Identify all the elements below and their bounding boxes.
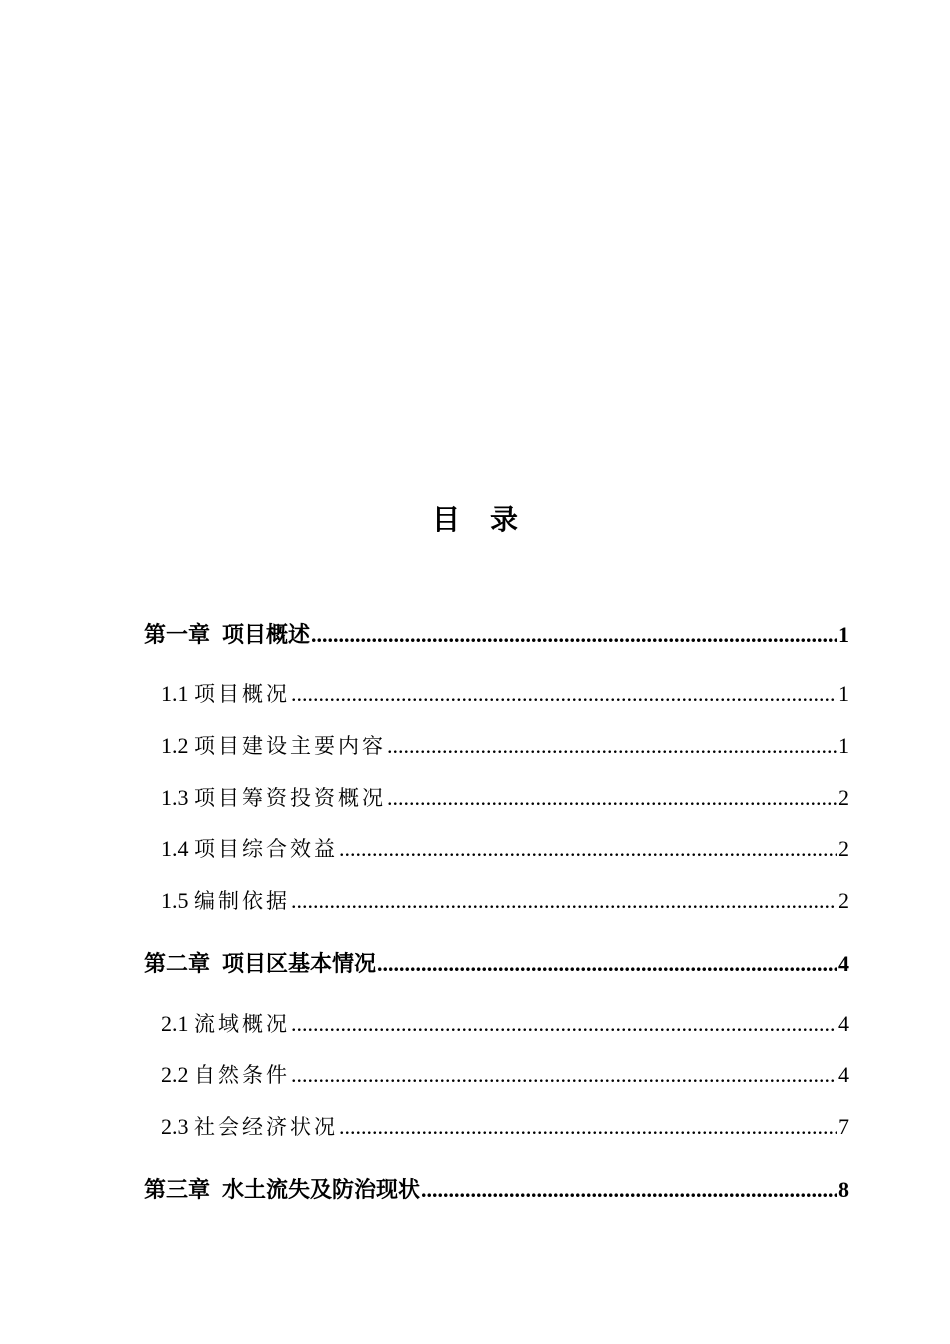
chapter-title: 项目区基本情况 <box>222 952 377 977</box>
section-number: 1.3 <box>161 785 189 810</box>
page-number: 1 <box>838 733 849 758</box>
toc-section-1-5[interactable] <box>161 885 849 915</box>
page-number: 4 <box>838 951 849 976</box>
toc-title-right: 录 <box>490 503 519 536</box>
dot-leader <box>387 733 837 759</box>
section-title: 项目建设主要内容 <box>194 734 386 758</box>
toc-section-1-1[interactable] <box>161 678 849 708</box>
section-title: 流域概况 <box>194 1012 290 1036</box>
section-number: 2.2 <box>161 1062 189 1087</box>
toc-section-2-1[interactable] <box>161 1008 849 1038</box>
toc-section-2-2[interactable] <box>161 1059 849 1089</box>
toc-section-1-2[interactable] <box>161 730 849 760</box>
dot-leader <box>311 622 837 648</box>
section-title: 项目综合效益 <box>194 837 338 861</box>
page-number: 2 <box>838 888 849 913</box>
page-number: 2 <box>838 836 849 861</box>
section-number: 1.5 <box>161 888 189 913</box>
page-number: 8 <box>838 1177 849 1202</box>
toc-title <box>0 498 950 542</box>
dot-leader <box>339 836 837 862</box>
toc-chapter-1[interactable] <box>144 618 849 649</box>
dot-leader <box>291 681 837 707</box>
page-number: 4 <box>838 1062 849 1087</box>
dot-leader <box>377 951 837 977</box>
dot-leader <box>291 1062 837 1088</box>
dot-leader <box>339 1114 837 1140</box>
toc-section-1-4[interactable] <box>161 833 849 863</box>
toc-chapter-3[interactable] <box>144 1173 849 1204</box>
section-title: 项目概况 <box>194 682 290 706</box>
page-number: 2 <box>838 785 849 810</box>
chapter-title: 项目概述 <box>222 623 311 648</box>
page-number: 1 <box>838 622 849 647</box>
chapter-number: 第二章 <box>144 952 211 977</box>
toc-title-left: 目 <box>431 503 460 536</box>
section-number: 1.4 <box>161 836 189 861</box>
dot-leader <box>291 1011 837 1037</box>
chapter-number: 第三章 <box>144 1178 211 1203</box>
toc-section-1-3[interactable] <box>161 782 849 812</box>
toc-chapter-2[interactable] <box>144 947 849 978</box>
chapter-number: 第一章 <box>144 623 211 648</box>
section-title: 项目筹资投资概况 <box>194 786 386 810</box>
dot-leader <box>421 1177 837 1203</box>
chapter-title: 水土流失及防治现状 <box>222 1178 421 1203</box>
toc-section-2-3[interactable] <box>161 1111 849 1141</box>
section-title: 编制依据 <box>194 889 290 913</box>
section-title: 社会经济状况 <box>194 1115 338 1139</box>
page-number: 1 <box>838 681 849 706</box>
dot-leader <box>387 785 837 811</box>
section-number: 2.1 <box>161 1011 189 1036</box>
section-title: 自然条件 <box>194 1063 290 1087</box>
page-number: 7 <box>838 1114 849 1139</box>
section-number: 1.2 <box>161 733 189 758</box>
section-number: 2.3 <box>161 1114 189 1139</box>
page-number: 4 <box>838 1011 849 1036</box>
section-number: 1.1 <box>161 681 189 706</box>
dot-leader <box>291 888 837 914</box>
